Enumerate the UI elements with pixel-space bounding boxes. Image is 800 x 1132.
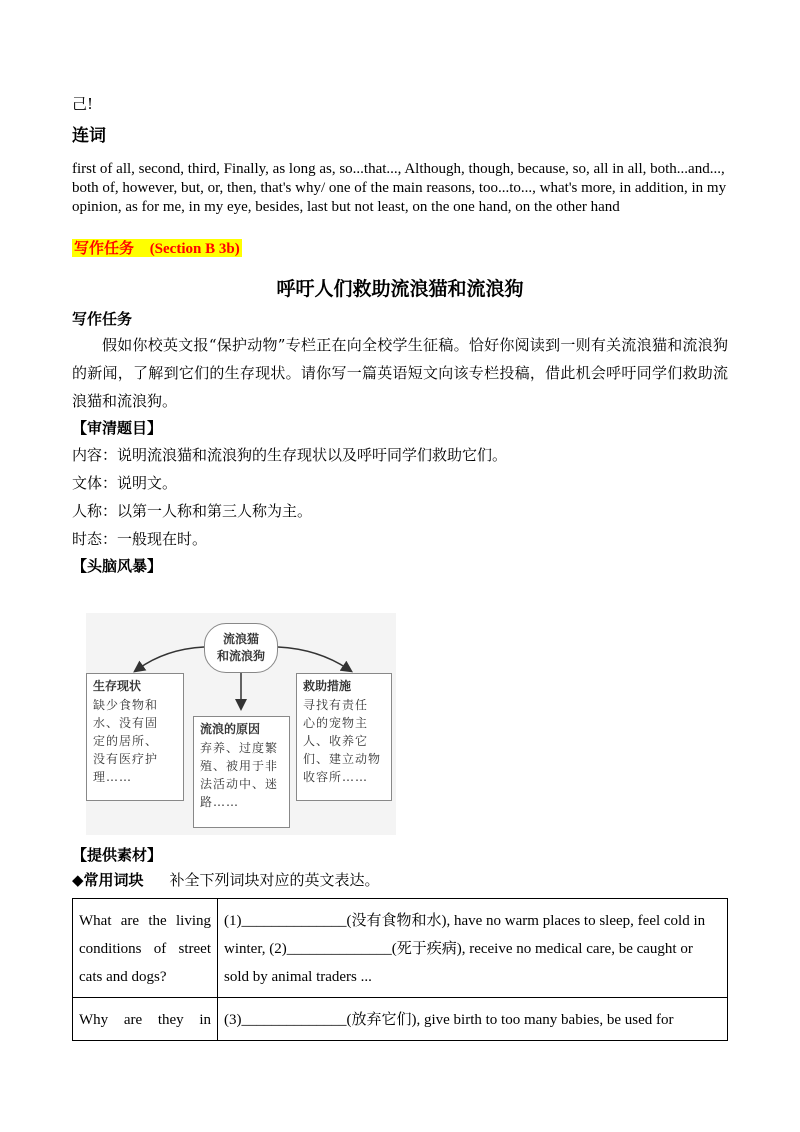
node-line: 们、建立动物 — [303, 752, 382, 766]
table-row — [73, 998, 728, 1041]
node-line: 理…… — [93, 770, 133, 784]
writing-task-paragraph: 假如你校英文报“保护动物”专栏正在向全校学生征稿。恰好你阅读到一则有关流浪猫和流浪狗的新闻，了解到它们的生存现状。请你写一篇英语短文向该专栏投稿，借此机会呼吁同学们救助流浪猫和流浪狗。 — [72, 336, 728, 410]
vocab-key: ◆常用词块 — [72, 871, 144, 889]
arrow-left — [138, 647, 204, 669]
node-line: 路…… — [200, 795, 240, 809]
center-node — [204, 623, 278, 673]
node-title: 生存现状 — [93, 679, 142, 693]
node-title: 流浪的原因 — [200, 722, 261, 736]
node-rescue-measures — [296, 673, 392, 801]
node-line: 心的宠物主 — [303, 716, 369, 730]
document-body — [72, 92, 728, 579]
node-reasons — [193, 716, 290, 828]
node-line: 人、收养它 — [303, 734, 369, 748]
node-line: 缺少食物和 — [93, 698, 159, 712]
analysis-line: 文体：说明文。 — [72, 474, 178, 492]
connectives-text: first of all, second, third, Finally, as long as, so...that..., Although, though, because, so, all in all, both...and..., both of, however, but, or, then, that's why/ one of the main reasons, too...to..., what's more, in addition, in my opinion, as for me, in my eye, besides, last but not least, on the one hand, on the other hand — [72, 161, 727, 215]
brainstorm-diagram — [86, 613, 396, 835]
center-line-1: 流浪猫 — [222, 632, 259, 646]
task-label-section: (Section B 3b) — [149, 241, 240, 257]
task-label — [72, 237, 728, 263]
task-label-cn: 写作任务 — [74, 239, 135, 257]
analysis-line: 内容：说明流浪猫和流浪狗的生存现状以及呼吁同学们救助它们。 — [72, 446, 508, 464]
node-line: 收容所…… — [303, 770, 369, 784]
table-row — [73, 899, 728, 998]
text-fragment: 己! — [72, 95, 94, 113]
arrow-right — [278, 647, 348, 669]
materials-heading: 【提供素材】 — [72, 846, 163, 864]
vocab-table — [72, 898, 728, 1041]
brainstorm-heading: 【头脑风暴】 — [72, 557, 163, 575]
table-question: Why are they in — [73, 998, 218, 1041]
node-line: 殖、被用于非 — [200, 759, 279, 773]
node-line: 寻找有责任 — [303, 698, 369, 712]
analysis-heading: 【审清题目】 — [72, 419, 163, 437]
table-answer: (3)______________(放弃它们), give birth to too many babies, be used for — [218, 998, 728, 1041]
center-line-2: 和流浪狗 — [216, 649, 265, 663]
page-title: 呼吁人们救助流浪猫和流浪狗 — [276, 278, 524, 300]
node-line: 法活动中、迷 — [200, 777, 279, 791]
node-line: 水、没有固 — [93, 716, 159, 730]
node-title: 救助措施 — [303, 679, 352, 693]
analysis-line: 时态：一般现在时。 — [72, 530, 208, 548]
writing-task-heading: 写作任务 — [72, 310, 133, 328]
node-line: 弃养、过度繁 — [200, 741, 279, 755]
node-line: 没有医疗护 — [93, 752, 159, 766]
task-label-highlight — [72, 239, 242, 257]
connectives-heading: 连词 — [72, 126, 106, 146]
table-answer: (1)______________(没有食物和水), have no warm places to sleep, feel cold in winter, (2)______________(死于疾病), receive no medical care, be caught or sold by animal traders ... — [218, 899, 728, 998]
vocab-instruction — [72, 868, 380, 892]
vocab-desc: 补全下列词块对应的英文表达。 — [169, 871, 380, 889]
node-living-conditions — [86, 673, 184, 801]
table-question: What are the living conditions of street cats and dogs? — [73, 899, 218, 998]
analysis-line: 人称：以第一人称和第三人称为主。 — [72, 502, 313, 520]
node-line: 定的居所、 — [93, 734, 159, 748]
